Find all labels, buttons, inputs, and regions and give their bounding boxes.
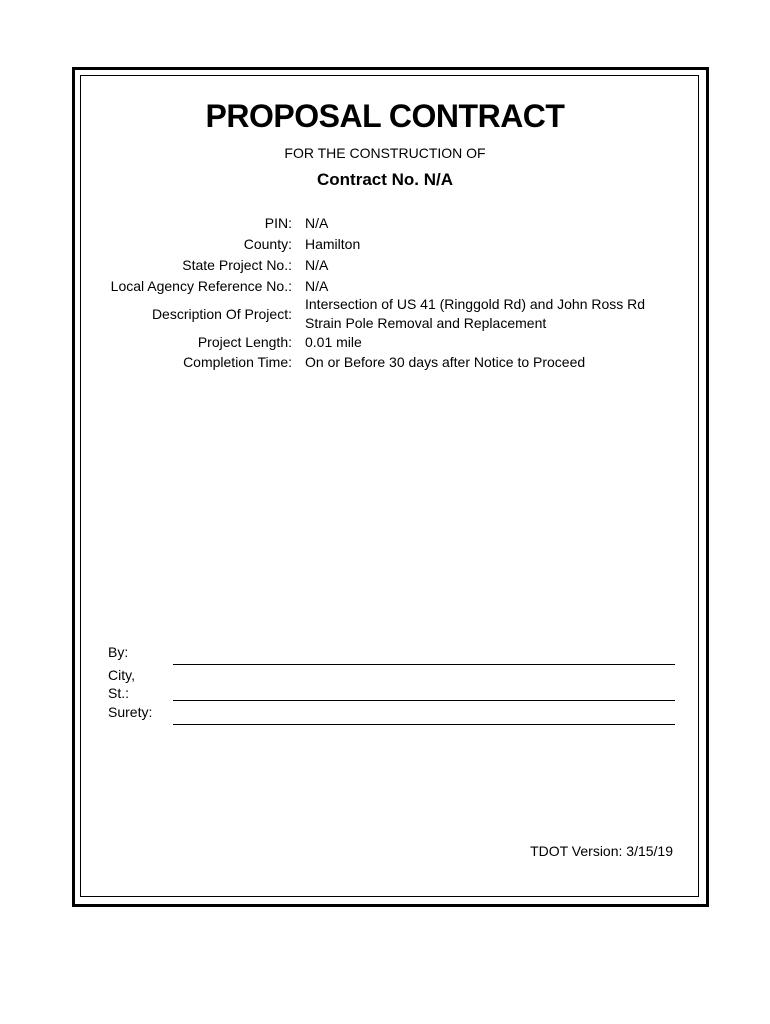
project-length-value: 0.01 mile (305, 334, 362, 350)
surety-label: Surety: (108, 704, 153, 720)
pin-value: N/A (305, 215, 329, 231)
county-label: County: (243, 236, 292, 252)
local-agency-ref-value: N/A (305, 278, 329, 294)
by-label: By: (108, 644, 129, 660)
document-subtitle: FOR THE CONSTRUCTION OF (284, 145, 486, 161)
description-value-line2: Strain Pole Removal and Replacement (305, 315, 547, 331)
state-project-no-value: N/A (305, 257, 329, 273)
surety-line (173, 724, 675, 725)
county-value: Hamilton (305, 236, 361, 252)
pin-label: PIN: (264, 215, 292, 231)
completion-time-label: Completion Time: (183, 354, 292, 370)
inner-border (80, 75, 699, 897)
contract-number: Contract No. N/A (317, 170, 453, 189)
city-st-line (173, 700, 675, 701)
project-length-label: Project Length: (197, 334, 292, 350)
state-project-no-label: State Project No.: (182, 257, 292, 273)
local-agency-ref-label: Local Agency Reference No.: (110, 278, 292, 294)
version-footer: TDOT Version: 3/15/19 (530, 843, 673, 859)
city-label: City, (108, 667, 135, 683)
description-value-line1: Intersection of US 41 (Ringgold Rd) and John Ross Rd (305, 296, 646, 312)
document-title: PROPOSAL CONTRACT (205, 98, 565, 134)
by-signature-line (173, 664, 675, 665)
st-label: St.: (108, 685, 130, 701)
description-label: Description Of Project: (151, 306, 292, 322)
completion-time-value: On or Before 30 days after Notice to Proceed (305, 354, 586, 370)
